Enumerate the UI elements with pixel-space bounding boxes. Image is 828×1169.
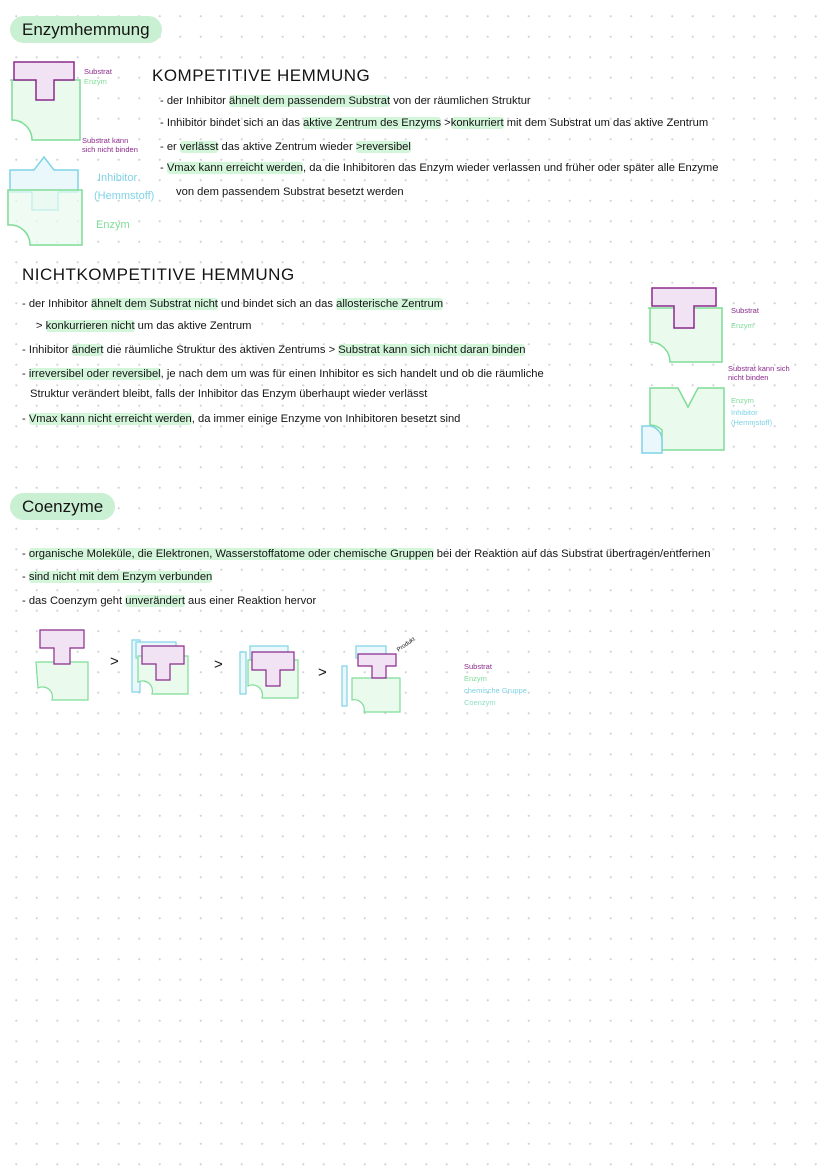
legend-enzym: Enzym: [464, 674, 487, 683]
arrow-2: >: [214, 656, 223, 673]
bullet: - Inhibitor ändert die räumliche Struktur des aktiven Zentrums > Substrat kann sich nicht daran binden: [22, 344, 526, 356]
bullet: - das Coenzym geht unverändert aus einer Reaktion hervor: [22, 595, 317, 607]
bullet-continuation: von dem passendem Substrat besetzt werden: [176, 186, 404, 198]
heading-kompetitive: KOMPETITIVE HEMMUNG: [152, 66, 371, 85]
bullet: - sind nicht mit dem Enzym verbunden: [22, 571, 213, 583]
label-enzym-2: Enzym: [731, 396, 754, 405]
section-title-coenzyme: Coenzyme: [10, 493, 115, 520]
label-cannot-bind: Substrat kann sich nicht binden: [728, 364, 790, 382]
legend-substrat: Substrat: [464, 662, 492, 671]
label-substrat: Substrat: [731, 306, 759, 315]
label-enzym: Enzym: [84, 77, 107, 86]
label-hemmstoff: (Hemmstoff): [94, 190, 155, 202]
heading-nichtkompetitive: NICHTKOMPETITIVE HEMMUNG: [22, 265, 295, 284]
bullet: - Inhibitor bindet sich an das aktive Zentrum des Enzyms >konkurriert mit dem Substrat um das aktive Zentrum: [160, 117, 709, 129]
legend-coenzym: Coenzym: [464, 698, 496, 707]
bullet: - Vmax kann erreicht werden, da die Inhibitoren das Enzym wieder verlassen und früher oder später alle Enzyme: [160, 162, 719, 174]
bullet: - organische Moleküle, die Elektronen, Wasserstoffatome oder chemische Gruppen bei der Reaktion auf das Substrat übertragen/entfernen: [22, 548, 711, 560]
label-hemmstoff: (Hemmstoff): [731, 418, 773, 427]
bullet: - der Inhibitor ähnelt dem Substrat nicht und bindet sich an das allosterische Zentrum: [22, 298, 444, 310]
bullet: - Vmax kann nicht erreicht werden, da immer einige Enzyme von Inhibitoren besetzt sind: [22, 413, 461, 425]
label-enzym-2: Enzym: [96, 219, 130, 231]
arrow-3: >: [318, 664, 327, 681]
legend-chemische-gruppe: chemische Gruppe: [464, 686, 527, 695]
label-inhibitor: Inhibitor: [731, 408, 758, 417]
arrow-1: >: [110, 653, 119, 670]
bullet-continuation: Struktur verändert bleibt, falls der Inhibitor das Enzym überhaupt wieder verlässt: [30, 388, 428, 400]
bullet: - irreversibel oder reversibel, je nach dem um was für einen Inhibitor es sich handelt und ob die räumliche: [22, 368, 544, 380]
section-title-enzymhemmung: Enzymhemmung: [10, 16, 162, 43]
bullet: - der Inhibitor ähnelt dem passendem Substrat von der räumlichen Struktur: [160, 95, 531, 107]
label-cannot-bind: Substrat kann sich nicht binden: [82, 136, 138, 154]
label-produkt: Produkt: [396, 636, 417, 654]
bullet: - er verlässt das aktive Zentrum wieder >reversibel: [160, 141, 411, 153]
label-substrat: Substrat: [84, 67, 112, 76]
label-enzym: Enzym: [731, 321, 754, 330]
label-inhibitor: Inhibitor: [98, 172, 138, 184]
bullet: > konkurrieren nicht um das aktive Zentrum: [36, 320, 252, 332]
